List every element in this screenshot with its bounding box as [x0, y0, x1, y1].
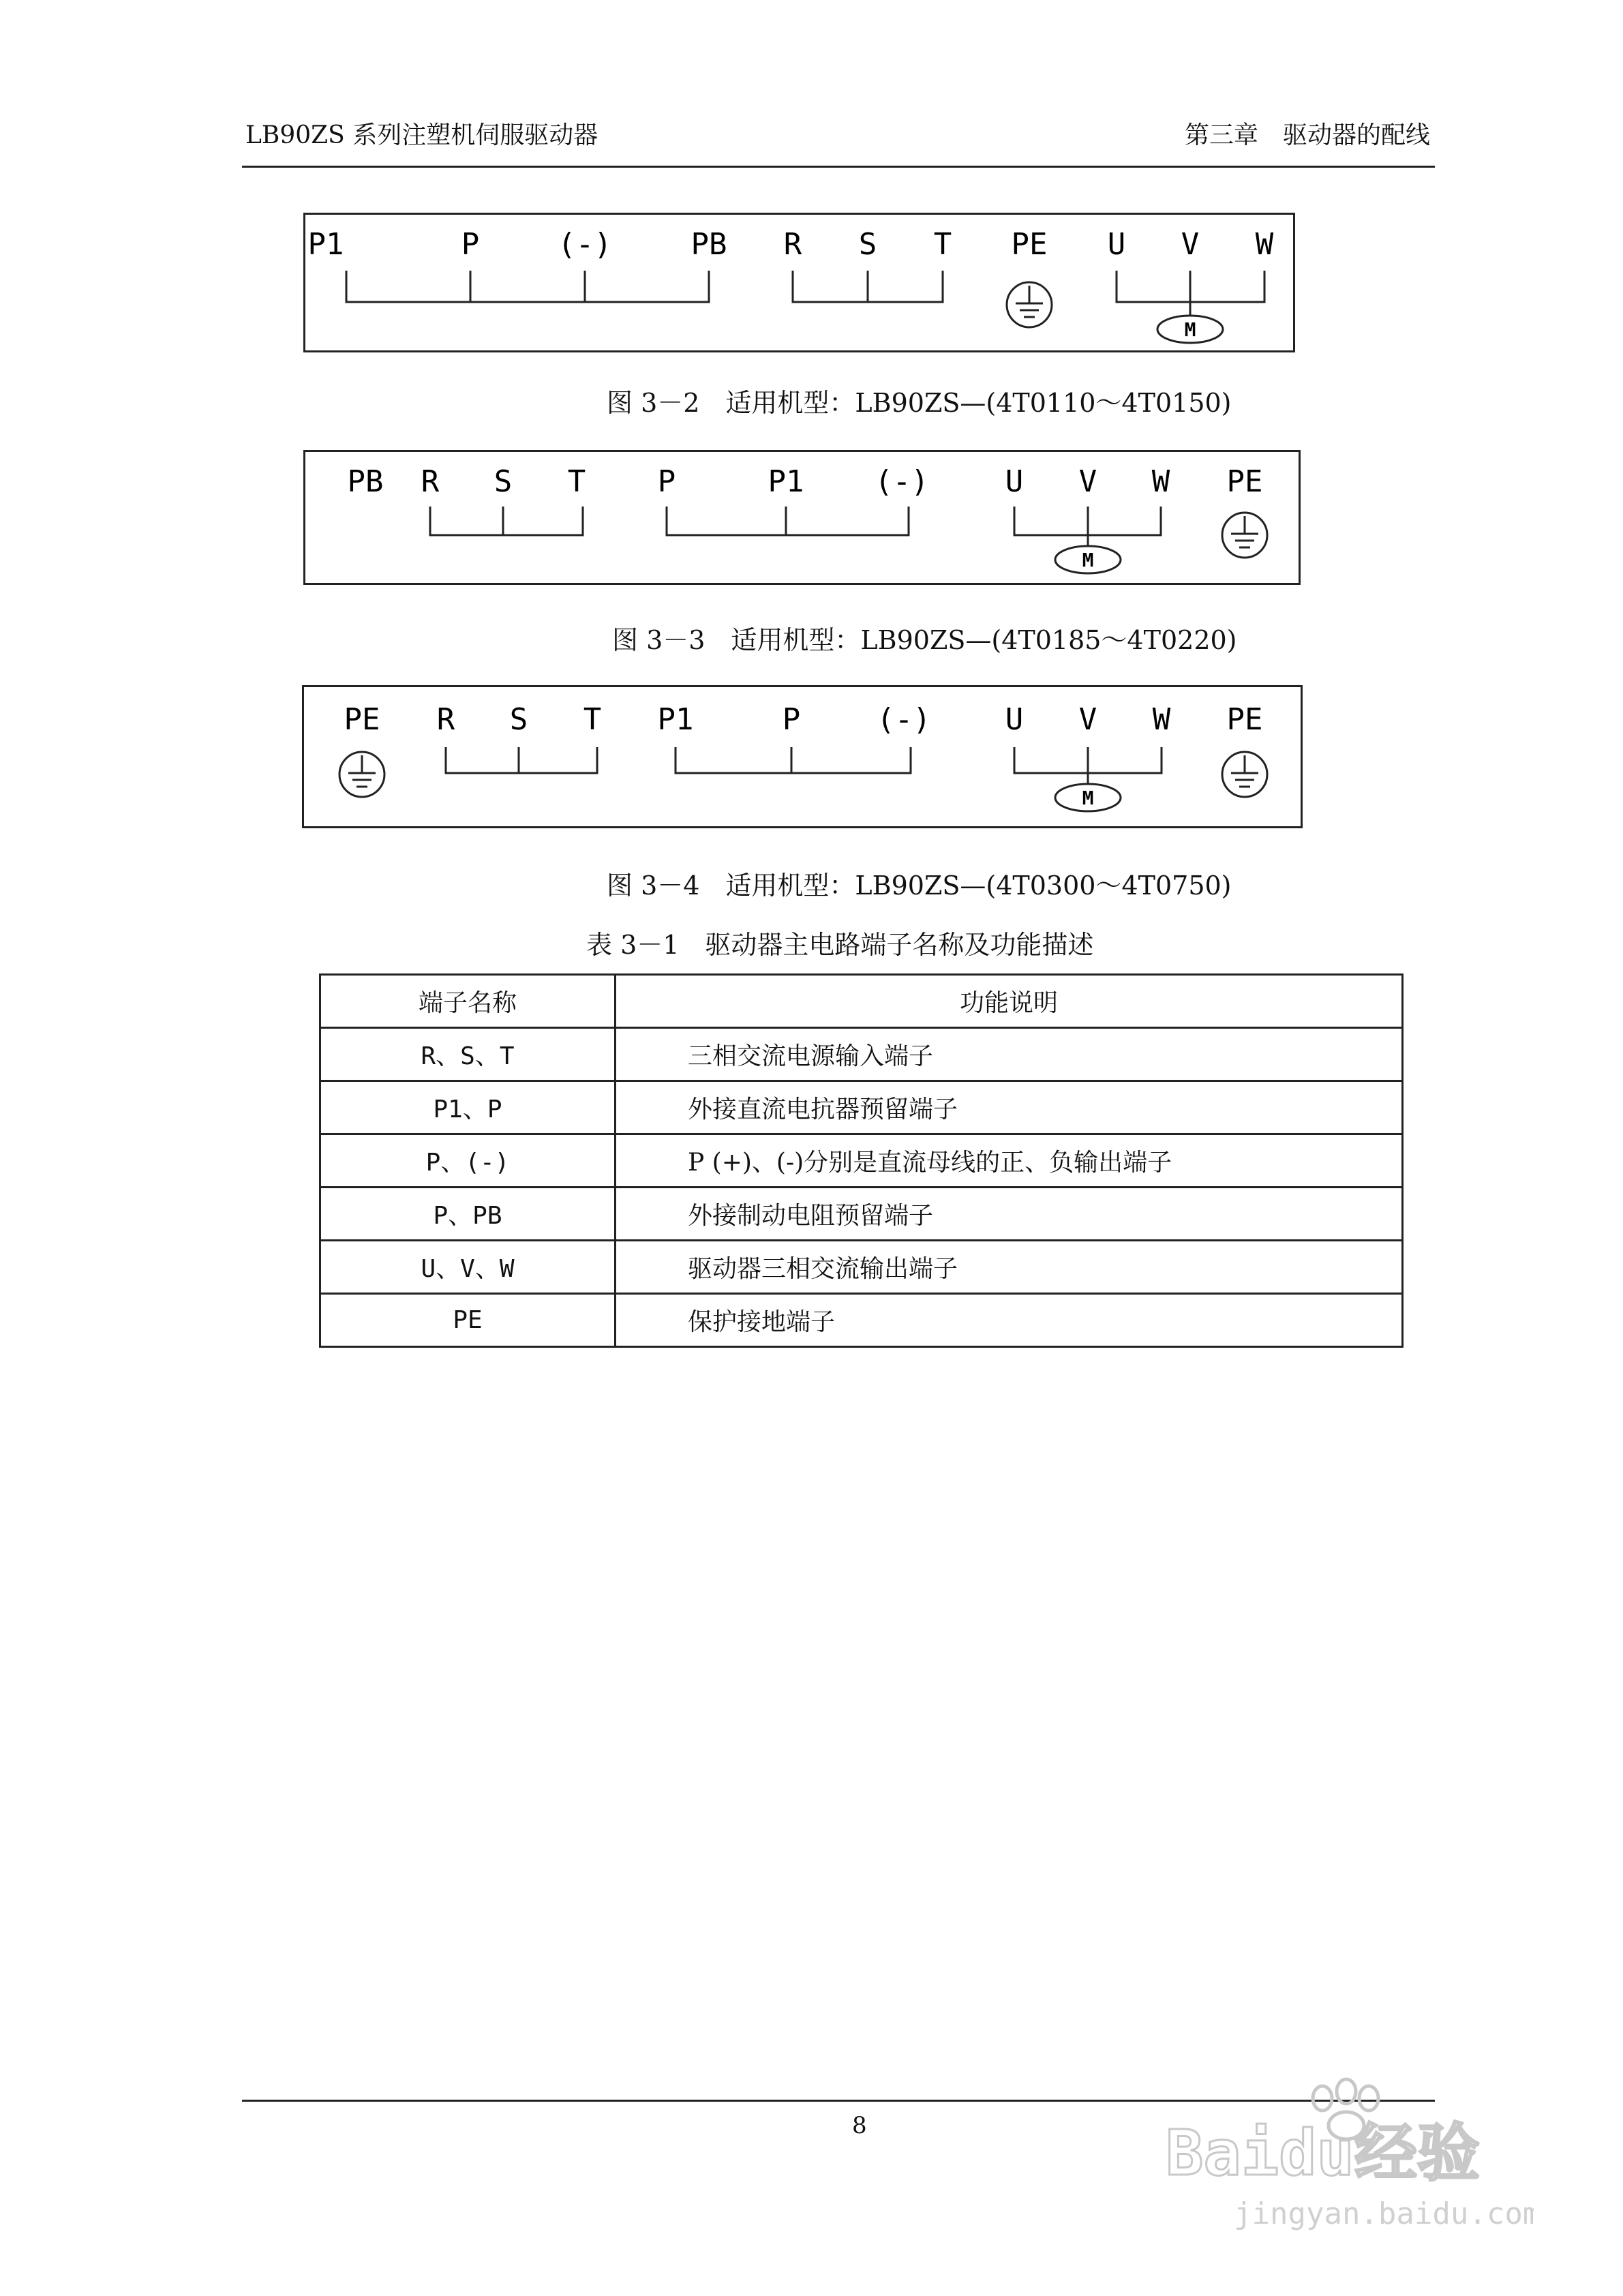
- table-header-cell: 功能说明: [616, 975, 1403, 1028]
- terminal-function-cell: 保护接地端子: [616, 1294, 1403, 1347]
- ground-icon: [1222, 513, 1267, 558]
- page-number: 8: [852, 2112, 867, 2139]
- terminal-diagram-3-2: [303, 213, 1295, 352]
- ac-input-bracket: [793, 271, 943, 302]
- ac-input-bracket: [430, 507, 583, 535]
- terminal-label-p: P: [461, 227, 480, 262]
- terminal-name-cell: U、V、W: [320, 1241, 616, 1294]
- motor-output-bracket: [1014, 507, 1161, 549]
- ground-icon: [1007, 282, 1052, 327]
- terminal-label-p1: P1: [768, 464, 804, 499]
- table-row: [320, 1081, 1403, 1134]
- terminal-label-pe: PE: [1011, 227, 1048, 262]
- terminal-label-t: T: [567, 464, 586, 499]
- ground-icon: [339, 752, 384, 797]
- table-row: [320, 1241, 1403, 1294]
- terminal-label-p: P: [782, 702, 801, 737]
- motor-label: M: [1184, 318, 1196, 341]
- baidu-jingyan-watermark: [1152, 2072, 1534, 2243]
- motor-label: M: [1082, 549, 1094, 571]
- terminal-diagram-3-4: [302, 685, 1303, 828]
- terminal-diagram-3-3: [303, 450, 1301, 585]
- ground-icon: [1222, 752, 1267, 797]
- dc-bus-bracket: [346, 271, 709, 302]
- terminal-label-s: S: [509, 702, 528, 737]
- table-header-row: [320, 975, 1403, 1028]
- terminal-name-cell: P1、P: [320, 1081, 616, 1134]
- terminal-label-minus: (-): [558, 227, 612, 262]
- terminal-label-t: T: [583, 702, 602, 737]
- terminal-function-cell: 三相交流电源输入端子: [616, 1028, 1403, 1081]
- terminal-label-u: U: [1005, 702, 1024, 737]
- terminal-label-p1: P1: [307, 227, 344, 262]
- figure-caption-3-3: 图 3－3 适用机型：LB90ZS—(4T0185～4T0220): [612, 625, 1237, 655]
- terminal-label-w: W: [1152, 702, 1171, 737]
- terminal-label-w: W: [1255, 227, 1274, 262]
- terminal-label-r: R: [783, 227, 802, 262]
- terminal-function-cell: 外接直流电抗器预留端子: [616, 1081, 1403, 1134]
- motor-output-bracket: [1117, 271, 1264, 318]
- dc-bus-bracket: [667, 507, 909, 535]
- motor-icon: [1157, 316, 1223, 343]
- terminal-name-cell: R、S、T: [320, 1028, 616, 1081]
- table-title: 表 3－1 驱动器主电路端子名称及功能描述: [586, 930, 1094, 960]
- terminal-function-cell: P (+)、(-)分别是直流母线的正、负输出端子: [616, 1134, 1403, 1188]
- header-left-title: LB90ZS 系列注塑机伺服驱动器: [245, 121, 598, 149]
- paw-logo-icon: [1152, 2072, 1534, 2243]
- terminal-label-w: W: [1151, 464, 1170, 499]
- figure-caption-3-2: 图 3－2 适用机型：LB90ZS—(4T0110～4T0150): [607, 388, 1232, 418]
- figure-caption-3-4: 图 3－4 适用机型：LB90ZS—(4T0300～4T0750): [607, 871, 1232, 901]
- terminal-diagram-svg: [305, 215, 1293, 350]
- terminal-label-pe: PE: [1226, 464, 1263, 499]
- motor-icon: [1055, 784, 1121, 811]
- terminal-label-u: U: [1005, 464, 1024, 499]
- terminal-label-t: T: [933, 227, 952, 262]
- terminal-label-v: V: [1078, 464, 1097, 499]
- terminal-name-cell: PE: [320, 1294, 616, 1347]
- terminal-label-p1: P1: [657, 702, 694, 737]
- terminal-function-cell: 驱动器三相交流输出端子: [616, 1241, 1403, 1294]
- table-row: [320, 1134, 1403, 1188]
- terminal-name-cell: P、(-): [320, 1134, 616, 1188]
- table-row: [320, 1028, 1403, 1081]
- terminal-label-s: S: [858, 227, 877, 262]
- terminal-function-cell: 外接制动电阻预留端子: [616, 1188, 1403, 1241]
- terminal-label-v: V: [1078, 702, 1097, 737]
- header-rule: [242, 166, 1435, 168]
- terminal-label-v: V: [1181, 227, 1200, 262]
- terminal-name-cell: P、PB: [320, 1188, 616, 1241]
- table-row: [320, 1294, 1403, 1347]
- ac-input-bracket: [446, 747, 597, 773]
- table-row: [320, 1188, 1403, 1241]
- terminal-label-p: P: [657, 464, 676, 499]
- terminal-label-pb: PB: [347, 464, 384, 499]
- terminal-label-pb: PB: [691, 227, 727, 262]
- table-header-cell: 端子名称: [320, 975, 616, 1028]
- terminal-function-table: [319, 973, 1404, 1348]
- watermark-brand: Baidu经验: [1166, 2117, 1480, 2190]
- terminal-label-pe-2: PE: [1226, 702, 1263, 737]
- motor-icon: [1055, 546, 1121, 573]
- watermark-url: jingyan.baidu.com: [1234, 2196, 1534, 2231]
- dc-bus-bracket: [676, 747, 911, 773]
- terminal-label-r: R: [436, 702, 455, 737]
- terminal-label-s: S: [494, 464, 513, 499]
- terminal-label-minus: (-): [877, 702, 931, 737]
- terminal-label-r: R: [421, 464, 440, 499]
- terminal-label-minus: (-): [875, 464, 929, 499]
- motor-output-bracket: [1014, 747, 1162, 787]
- terminal-diagram-svg: [304, 687, 1301, 826]
- motor-label: M: [1082, 787, 1094, 809]
- terminal-diagram-svg: [305, 452, 1299, 583]
- terminal-label-u: U: [1107, 227, 1126, 262]
- header-right-chapter: 第三章 驱动器的配线: [1184, 121, 1430, 149]
- terminal-label-pe: PE: [344, 702, 380, 737]
